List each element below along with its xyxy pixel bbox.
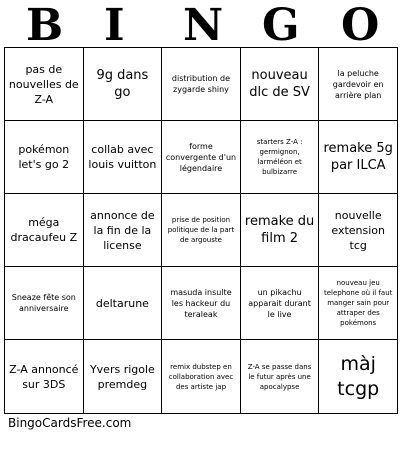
bingo-card-grid — [4, 47, 398, 414]
title-letter-g: G — [262, 0, 300, 51]
bingo-cell[interactable]: 9g dans go — [83, 48, 162, 121]
bingo-cell[interactable]: starters Z-A : germignon, larméléon et bulbizarre — [240, 121, 319, 194]
bingo-cell[interactable]: Sneaze fête son anniversaire — [5, 267, 84, 340]
bingo-cell[interactable]: prise de position politique de la part de argouste — [162, 194, 241, 267]
bingo-row — [5, 267, 398, 340]
bingo-cell[interactable]: Z-A annoncé sur 3DS — [5, 340, 84, 414]
bingo-cell[interactable]: nouvelle extension tcg — [319, 194, 398, 267]
bingo-cell[interactable]: la peluche gardevoir en arrière plan — [319, 48, 398, 121]
bingo-cell[interactable]: forme convergente d'un légendaire — [162, 121, 241, 194]
bingo-cell[interactable]: distribution de zygarde shiny — [162, 48, 241, 121]
bingo-cell[interactable]: annonce de la fin de la license — [83, 194, 162, 267]
title-letter-n: N — [183, 0, 224, 51]
footer-site-credit: BingoCardsFree.com — [8, 416, 132, 430]
bingo-cell[interactable]: Z-A se passe dans le futur après une apocalypse — [240, 340, 319, 414]
bingo-cell[interactable]: méga dracaufeu Z — [5, 194, 84, 267]
title-letter-o: O — [341, 0, 380, 51]
bingo-cell[interactable]: remake du film 2 — [240, 194, 319, 267]
bingo-title — [0, 0, 403, 51]
bingo-row — [5, 340, 398, 414]
bingo-cell[interactable]: deltarune — [83, 267, 162, 340]
bingo-row — [5, 48, 398, 121]
bingo-cell[interactable]: Yvers rigole premdeg — [83, 340, 162, 414]
title-letter-b: B — [26, 0, 64, 51]
bingo-cell[interactable]: pas de nouvelles de Z-A — [5, 48, 84, 121]
bingo-cell[interactable]: un pikachu apparait durant le live — [240, 267, 319, 340]
bingo-cell[interactable]: màj tcgp — [319, 340, 398, 414]
bingo-cell[interactable]: nouveau dlc de SV — [240, 48, 319, 121]
bingo-cell[interactable]: collab avec louis vuitton — [83, 121, 162, 194]
bingo-cell[interactable]: pokémon let's go 2 — [5, 121, 84, 194]
bingo-cell[interactable]: remake 5g par ILCA — [319, 121, 398, 194]
bingo-cell[interactable]: masuda insulte les hackeur du teraleak — [162, 267, 241, 340]
bingo-cell[interactable]: nouveau jeu telephone où il faut manger sain pour attraper des pokémons — [319, 267, 398, 340]
bingo-row — [5, 121, 398, 194]
bingo-row — [5, 194, 398, 267]
title-letter-i: I — [104, 0, 125, 51]
bingo-cell[interactable]: remix dubstep en collaboration avec des artiste jap — [162, 340, 241, 414]
